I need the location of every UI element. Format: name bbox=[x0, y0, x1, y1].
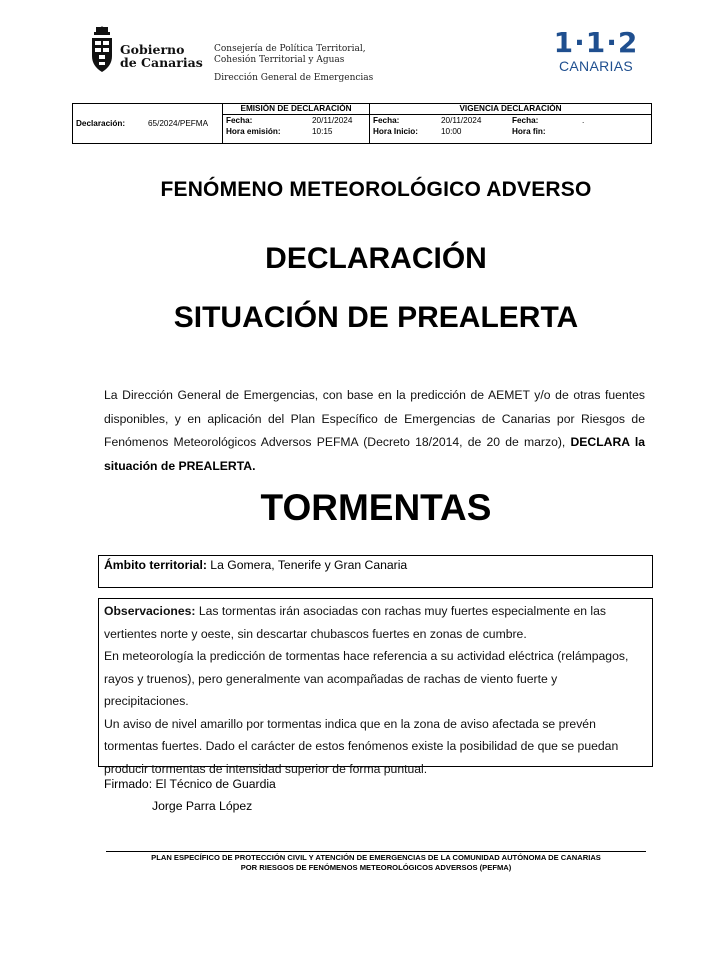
observations-label: Observaciones: bbox=[104, 604, 196, 618]
validity-end-date-value: . bbox=[582, 116, 585, 125]
validity-end-time-label: Hora fin: bbox=[512, 127, 546, 136]
intro-text: La Dirección General de Emergencias, con base en la predicción de AEMET y/o de otras fuentes disponibles, y en aplicación del Plan Específico de Emergencias de Canarias por Riesgos de Fenómenos Meteorológicos Adversos PEFMA (Decreto 18/2014, de 20 de marzo), bbox=[104, 388, 645, 449]
observations-p1-text: Las tormentas irán asociadas con rachas muy fuertes especialmente en las vertientes norte y oeste, sin descartar chubascos fuertes en zonas de cumbre. bbox=[104, 604, 606, 641]
intro-bold: DECLARA la situación de PREALERTA. bbox=[104, 435, 645, 473]
territorial-scope-label: Ámbito territorial: bbox=[104, 558, 207, 572]
title-declaration: DECLARACIÓN bbox=[265, 242, 487, 275]
emission-date-label: Fecha: bbox=[226, 116, 253, 125]
coat-of-arms-icon bbox=[90, 26, 114, 74]
logo-112-canarias bbox=[548, 28, 644, 82]
footer bbox=[60, 853, 692, 873]
dept-line1: Consejería de Política Territorial, bbox=[214, 44, 366, 54]
declaration-cell bbox=[73, 104, 223, 144]
footer-line2: POR RIESGOS DE FENÓMENOS METEOROLÓGICOS ADVERSOS (PEFMA) bbox=[240, 863, 512, 872]
declaration-label: Declaración: bbox=[76, 119, 126, 128]
title-prealert: SITUACIÓN DE PREALERTA bbox=[173, 301, 579, 334]
emission-time-label: Hora emisión: bbox=[226, 127, 281, 136]
gov-name-line1: Gobierno bbox=[120, 42, 185, 57]
signer-name: Jorge Parra López bbox=[152, 799, 253, 813]
territorial-scope-box bbox=[98, 555, 653, 588]
emission-date-value: 20/11/2024 bbox=[312, 116, 353, 125]
observations-p1 bbox=[104, 600, 644, 645]
declaration-info-table bbox=[72, 103, 652, 144]
validity-start-time-label: Hora Inicio: bbox=[373, 127, 419, 136]
validity-cell bbox=[370, 115, 652, 144]
validity-end-date-label: Fecha: bbox=[512, 116, 539, 125]
observations-p2: En meteorología la predicción de tormentas hace referencia a su actividad eléctrica (relámpagos, rayos y truenos), pero generalmente van acompañadas de rachas de viento fuerte y precipitaciones. bbox=[104, 649, 629, 708]
gobierno-canarias-logo bbox=[90, 26, 203, 76]
title-phenomenon: FENÓMENO METEOROLÓGICO ADVERSO bbox=[160, 178, 592, 201]
logo-112-number: 1·1·2 bbox=[553, 26, 639, 59]
logo-112-text: CANARIAS bbox=[559, 58, 633, 74]
validity-date-value: 20/11/2024 bbox=[441, 116, 482, 125]
dept-line3: Dirección General de Emergencias bbox=[214, 73, 374, 83]
emission-cell bbox=[223, 115, 370, 144]
gov-name-line2: de Canarias bbox=[120, 55, 203, 70]
intro-paragraph bbox=[104, 384, 645, 478]
emission-header: EMISIÓN DE DECLARACIÓN bbox=[223, 104, 370, 115]
title-storms: TORMENTAS bbox=[260, 487, 492, 528]
territorial-scope-value: La Gomera, Tenerife y Gran Canaria bbox=[206, 558, 408, 572]
declaration-value: 65/2024/PEFMA bbox=[148, 119, 209, 128]
footer-line1: PLAN ESPECÍFICO DE PROTECCIÓN CIVIL Y ATENCIÓN DE EMERGENCIAS DE LA COMUNIDAD AUTÓNOMA DE CANARIAS bbox=[151, 853, 601, 862]
validity-header: VIGENCIA DECLARACIÓN bbox=[370, 104, 652, 115]
signed-by: Firmado: El Técnico de Guardia bbox=[104, 777, 276, 791]
validity-start-time-value: 10:00 bbox=[441, 127, 462, 136]
department-name bbox=[214, 44, 366, 66]
observations-p3: Un aviso de nivel amarillo por tormentas indica que en la zona de aviso afectada se prevén tormentas fuertes. Dado el carácter de estos fenómenos existe la posibilidad de que se puedan producir tormentas de intensidad superior de forma puntual. bbox=[104, 716, 619, 776]
observations-box bbox=[98, 598, 653, 776]
emission-time-value: 10:15 bbox=[312, 127, 333, 136]
dept-line2: Cohesión Territorial y Aguas bbox=[214, 55, 345, 65]
validity-date-label: Fecha: bbox=[373, 116, 400, 125]
gov-name bbox=[120, 43, 203, 69]
footer-divider bbox=[106, 851, 646, 852]
